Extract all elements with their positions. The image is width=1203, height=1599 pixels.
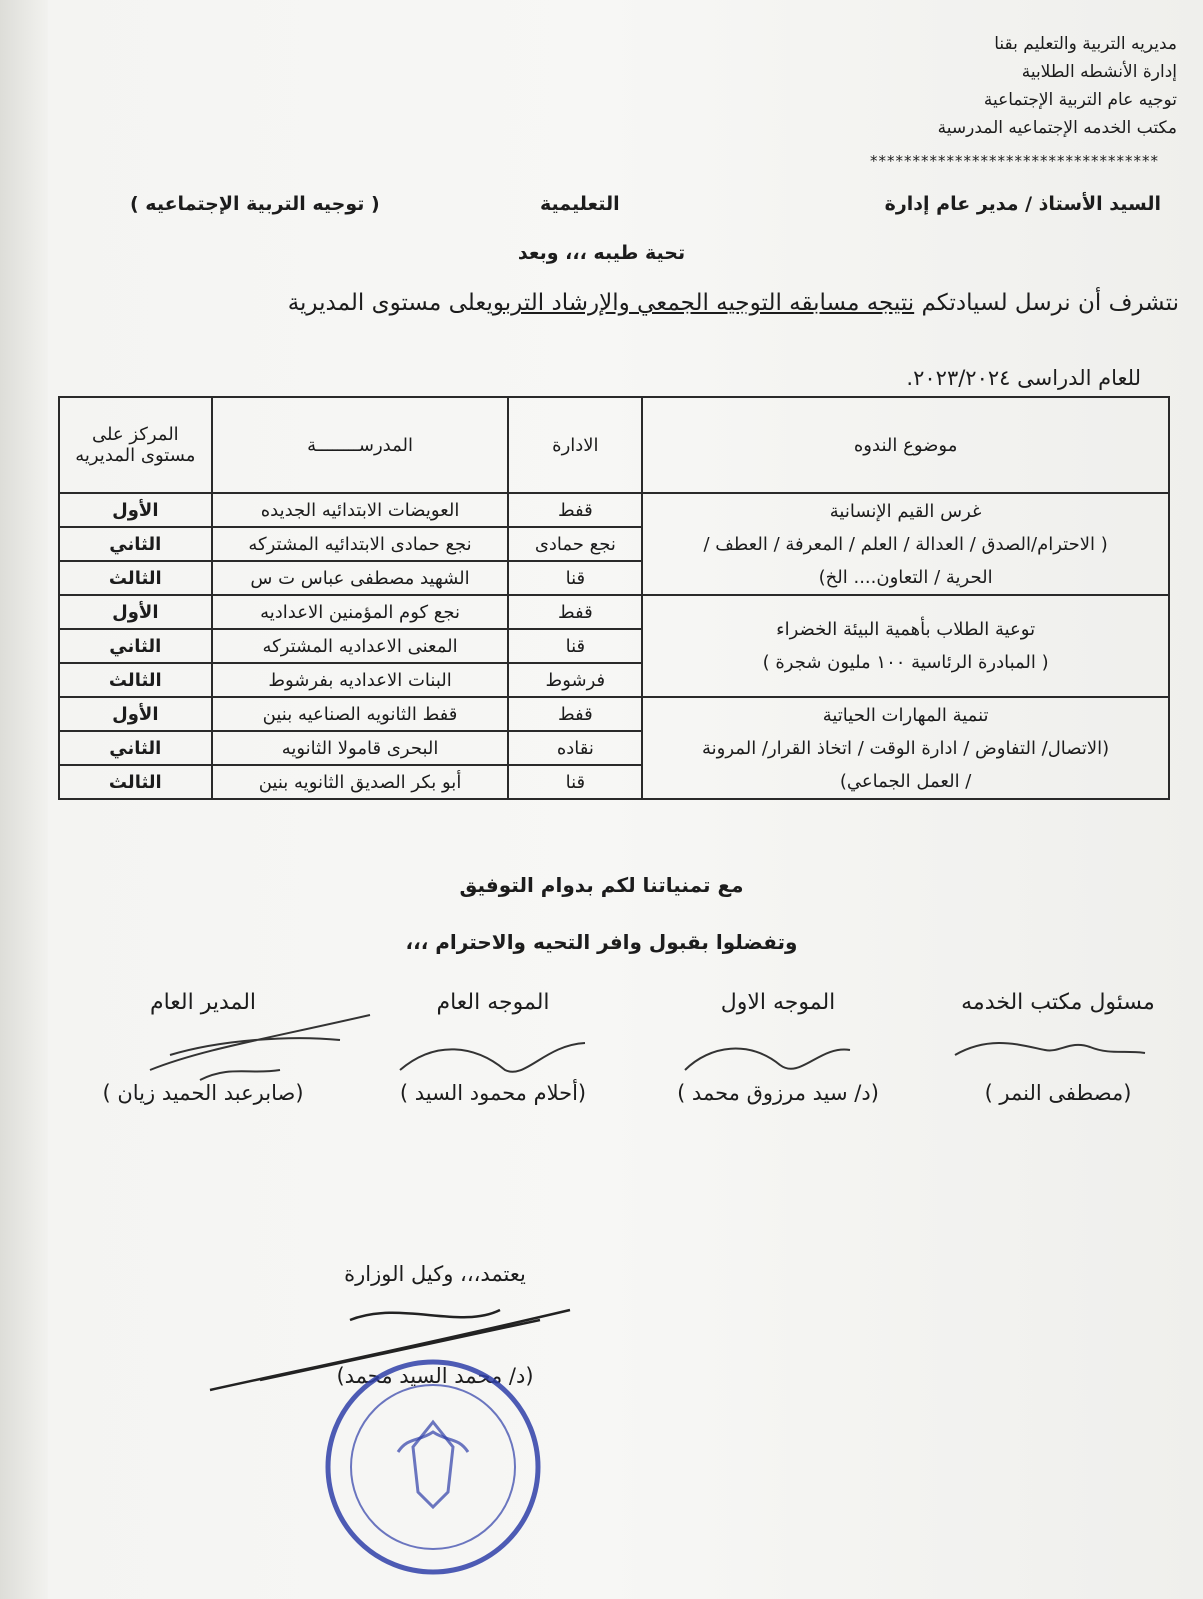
admin-cell: قنا	[508, 765, 642, 799]
results-table	[58, 396, 1170, 800]
admin-cell: قفط	[508, 697, 642, 731]
page-edge-shadow	[0, 0, 48, 1599]
admin-cell: قنا	[508, 561, 642, 595]
greeting: تحية طيبه ،،، وبعد	[517, 242, 686, 264]
school-cell: أبو بكر الصديق الثانويه بنين	[212, 765, 509, 799]
rank-cell: الأول	[59, 595, 212, 629]
rank-cell: الأول	[59, 493, 212, 527]
intro-paragraph	[169, 285, 1179, 322]
intro-underlined: نتيجه مسابقه التوجيه الجمعي والإرشاد التربوي	[486, 290, 915, 316]
academic-year: للعام الدراسى ٢٠٢٣/٢٠٢٤.	[906, 366, 1141, 390]
rank-cell: الأول	[59, 697, 212, 731]
separator-stars: **********************************	[870, 152, 1159, 170]
topic-line: / العمل الجماعي)	[839, 770, 972, 792]
recipient-dept: ( توجيه التربية الإجتماعيه )	[130, 193, 380, 215]
letterhead-line: إدارة الأنشطه الطلابية	[1021, 62, 1177, 82]
column-header-admin: الادارة	[508, 397, 642, 493]
rank-cell: الثالث	[59, 561, 212, 595]
table-row	[59, 697, 1169, 731]
letterhead	[938, 30, 1177, 142]
admin-cell: قفط	[508, 493, 642, 527]
school-cell: العويضات الابتدائيه الجديده	[212, 493, 509, 527]
school-cell: قفط الثانويه الصناعيه بنين	[212, 697, 509, 731]
recipient-line: السيد الأستاذ / مدير عام إدارة	[884, 193, 1161, 215]
school-cell: المعنى الاعداديه المشتركه	[212, 629, 509, 663]
letterhead-line: مديريه التربية والتعليم بقنا	[994, 34, 1177, 54]
signature-title: الموجه العام	[436, 990, 550, 1015]
topic-line: (الاتصال/ التفاوض / ادارة الوقت / اتخاذ القرار/ المرونة	[702, 737, 1110, 759]
column-header-topic: موضوع الندوه	[642, 397, 1169, 493]
approval-name: (د/ محمد السيد محمد)	[336, 1364, 534, 1388]
signature-title: الموجه الاول	[720, 990, 836, 1015]
intro-text: نتشرف أن نرسل لسيادتكم	[914, 290, 1179, 316]
letterhead-line: مكتب الخدمه الإجتماعيه المدرسية	[937, 118, 1177, 138]
table-row	[59, 493, 1169, 527]
handwritten-signature	[140, 1010, 380, 1090]
topic-line: ( الاحترام/الصدق / العدالة / العلم / المعرفة / العطف /	[703, 533, 1108, 555]
school-cell: البحرى قامولا الثانويه	[212, 731, 509, 765]
school-cell: نجع حمادى الابتدائيه المشتركه	[212, 527, 509, 561]
rank-cell: الثالث	[59, 765, 212, 799]
topic-line: ( المبادرة الرئاسية ١٠٠ مليون شجرة )	[762, 652, 1049, 673]
topic-line: الحرية / التعاون.... الخ)	[818, 566, 993, 588]
handwritten-signature	[680, 1025, 860, 1085]
topic-cell	[642, 595, 1169, 697]
closing-regards: وتفضلوا بقبول وافر التحيه والاحترام ،،،	[405, 930, 798, 954]
table-header-row	[59, 397, 1169, 493]
school-cell: نجع كوم المؤمنين الاعداديه	[212, 595, 509, 629]
school-cell: الشهيد مصطفى عباس ت س	[212, 561, 509, 595]
admin-cell: فرشوط	[508, 663, 642, 697]
rank-cell: الثاني	[59, 527, 212, 561]
approval-line: يعتمد،،، وكيل الوزارة	[344, 1262, 526, 1286]
signature-name: (د/ سيد مرزوق محمد )	[677, 1081, 879, 1105]
column-header-school: المدرســــــــة	[212, 397, 509, 493]
signature-name: (صابرعبد الحميد زيان )	[102, 1081, 304, 1105]
school-cell: البنات الاعداديه بفرشوط	[212, 663, 509, 697]
signature-title: مسئول مكتب الخدمه	[961, 990, 1155, 1015]
signature-name: (مصطفى النمر )	[984, 1081, 1132, 1105]
rank-cell: الثاني	[59, 629, 212, 663]
table-row	[59, 595, 1169, 629]
topic-line: غرس القيم الإنسانية	[829, 500, 982, 522]
recipient-middle: التعليمية	[540, 193, 620, 215]
rank-cell: الثاني	[59, 731, 212, 765]
closing-wish: مع تمنياتنا لكم بدوام التوفيق	[459, 873, 744, 897]
topic-cell	[642, 697, 1169, 799]
topic-line: توعية الطلاب بأهمية البيئة الخضراء	[776, 619, 1036, 640]
rank-cell: الثالث	[59, 663, 212, 697]
admin-cell: قفط	[508, 595, 642, 629]
handwritten-signature	[395, 1025, 595, 1085]
intro-text-end: على مستوى المديرية	[287, 290, 487, 316]
column-header-rank: المركز على مستوى المديريه	[59, 397, 212, 493]
admin-cell: قنا	[508, 629, 642, 663]
signature-title: المدير العام	[149, 990, 257, 1015]
admin-cell: نقاده	[508, 731, 642, 765]
topic-cell	[642, 493, 1169, 595]
official-stamp	[318, 1352, 548, 1582]
admin-cell: نجع حمادى	[508, 527, 642, 561]
signature-name: (أحلام محمود السيد )	[399, 1081, 587, 1105]
letterhead-line: توجيه عام التربية الإجتماعية	[983, 90, 1177, 110]
topic-line: تنمية المهارات الحياتية	[822, 704, 989, 726]
handwritten-signature	[950, 1025, 1150, 1085]
